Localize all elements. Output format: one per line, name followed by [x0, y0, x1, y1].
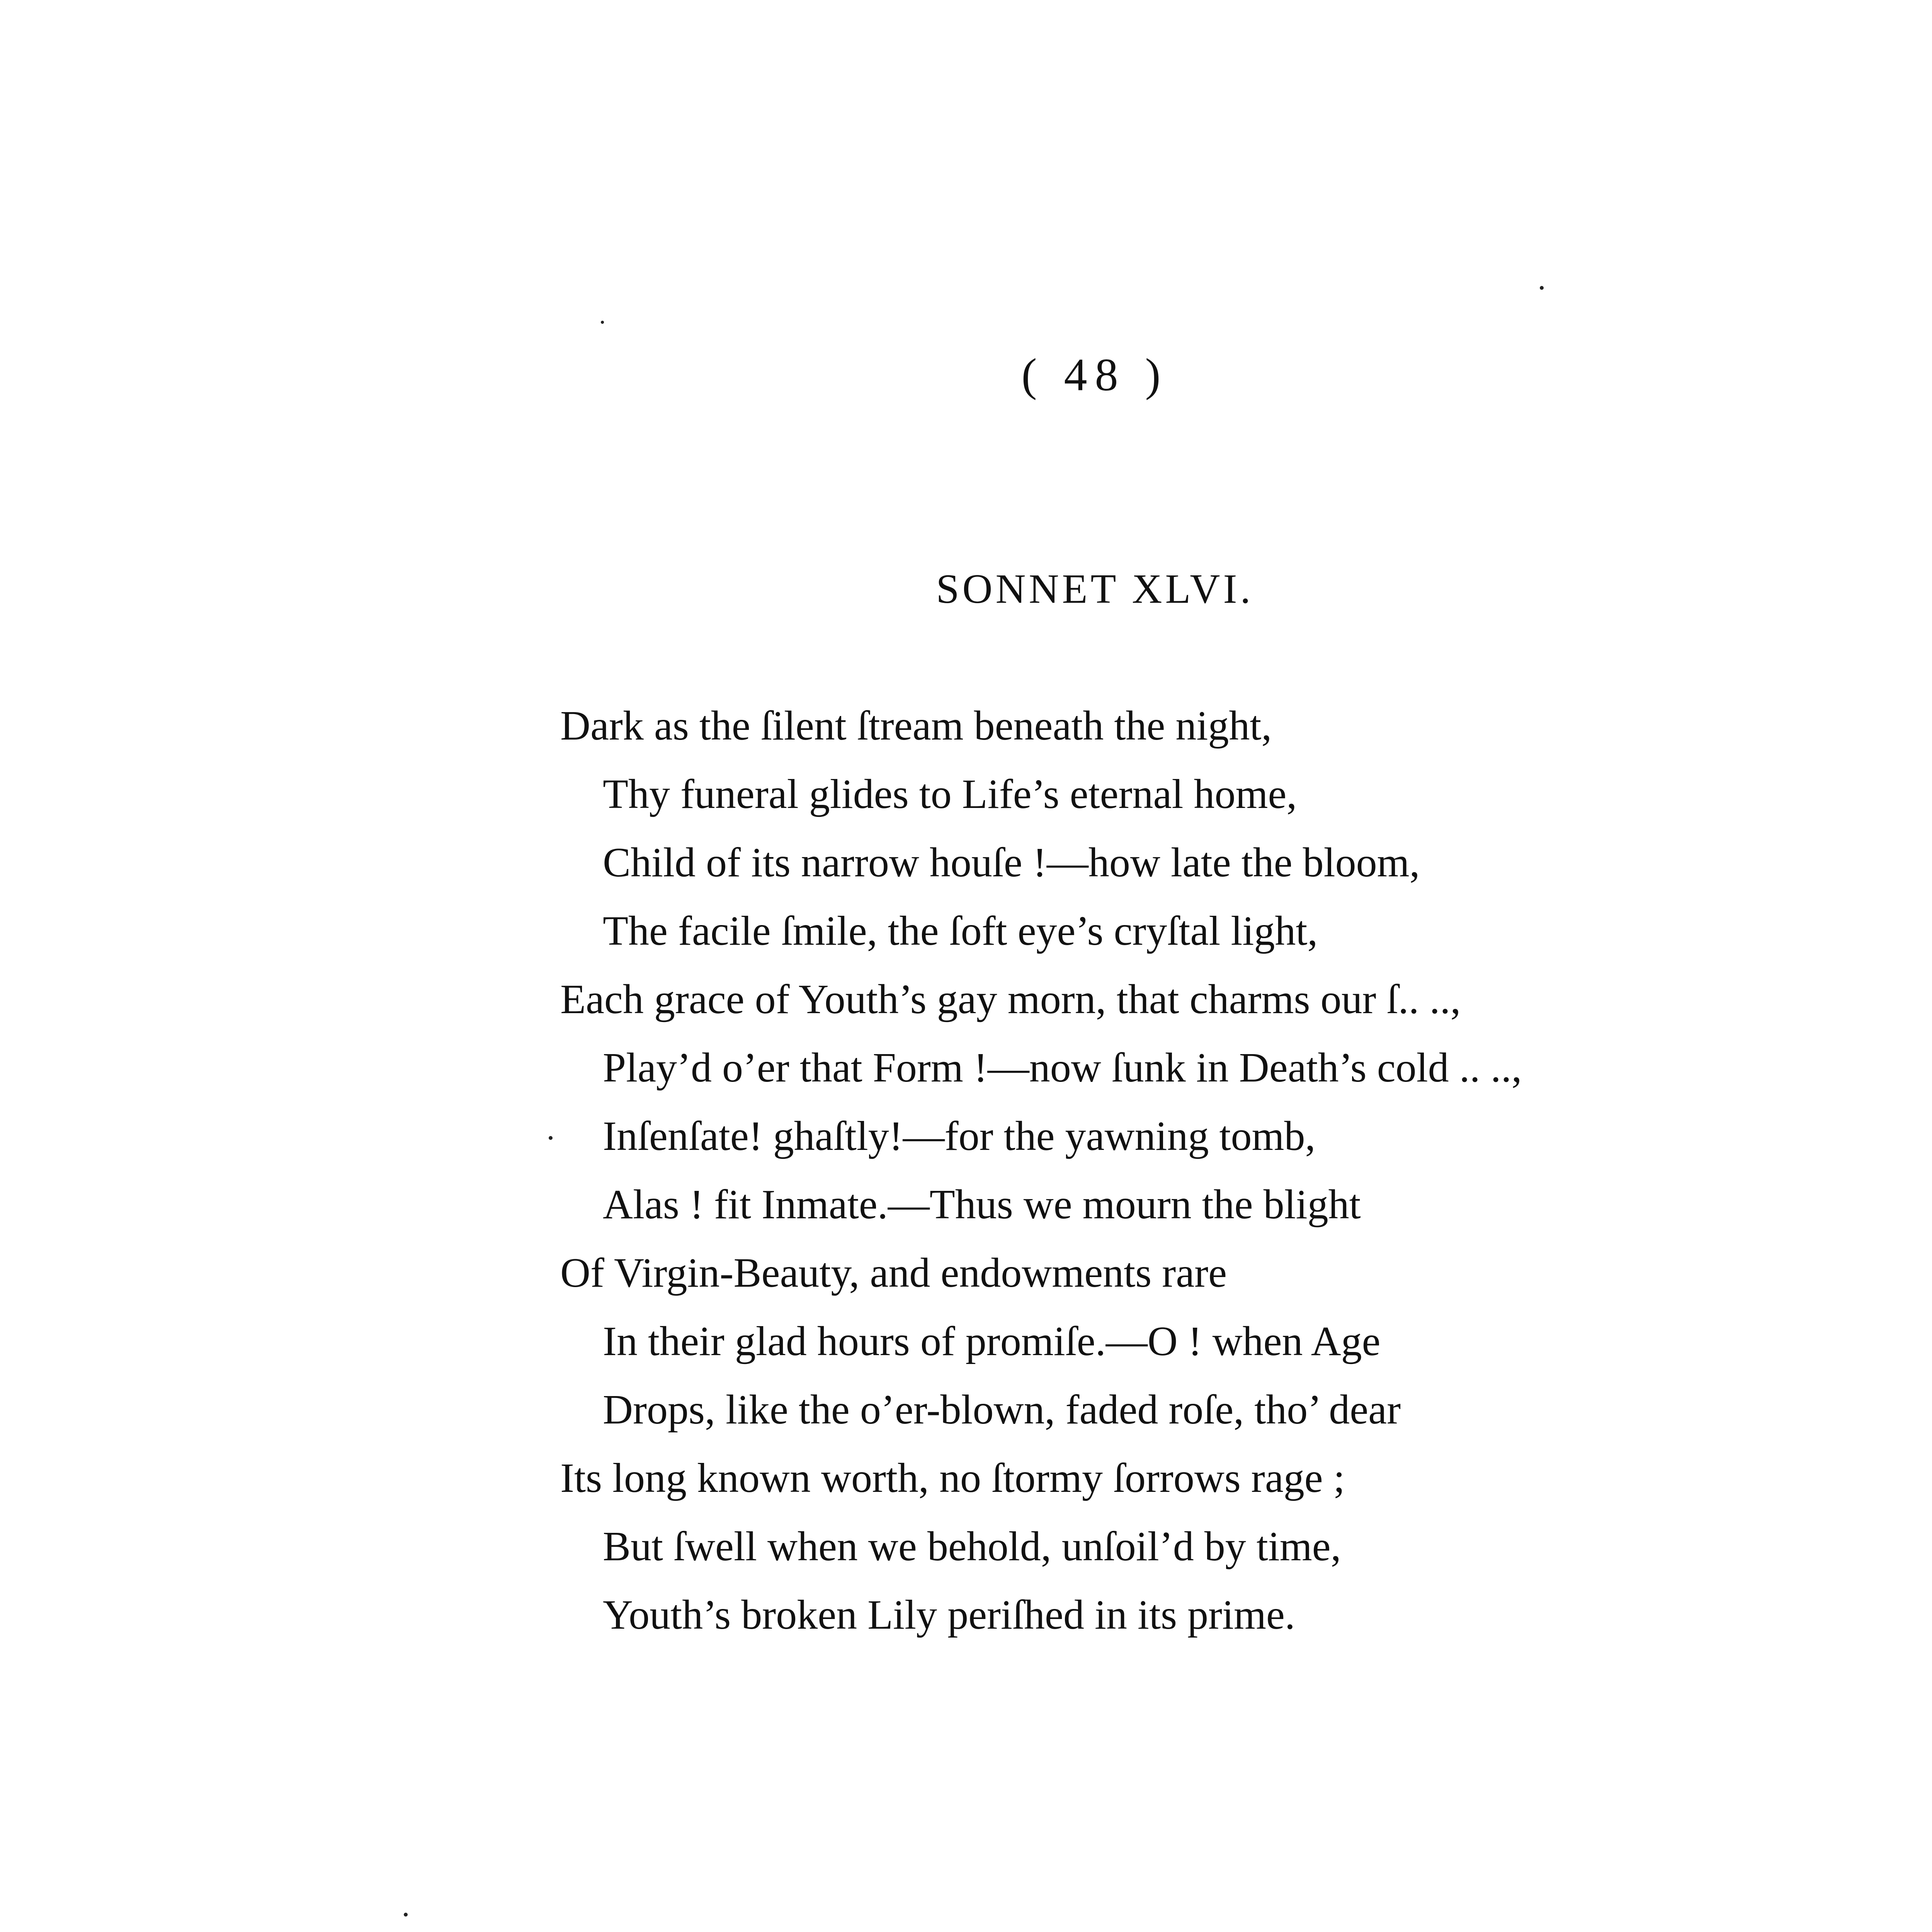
poem-line: Each grace of Youth’s gay morn, that charms our ſ.. ..,: [560, 976, 1461, 1022]
scan-speck: [1540, 286, 1544, 290]
poem-line: In their glad hours of promiſe.—O ! when Age: [603, 1318, 1381, 1364]
poem-line: Thy funeral glides to Life’s eternal home,: [603, 771, 1297, 817]
sonnet-title: SONNET XLVI.: [936, 566, 1254, 612]
poem-line: Dark as the ſilent ſtream beneath the night,: [560, 703, 1272, 749]
poem-line: The facile ſmile, the ſoft eye’s cryſtal light,: [603, 908, 1318, 954]
scan-speck: [549, 1136, 553, 1140]
poem-line: Youth’s broken Lily periſhed in its prime.: [603, 1592, 1295, 1638]
poem-line: Child of its narrow houſe !—how late the bloom,: [603, 840, 1420, 886]
poem-line: Its long known worth, no ſtormy ſorrows rage ;: [560, 1455, 1345, 1501]
poem-line: But ſwell when we behold, unſoil’d by time,: [603, 1524, 1341, 1570]
poem-line: Of Virgin-Beauty, and endowments rare: [560, 1250, 1227, 1296]
scan-speck: [404, 1913, 408, 1917]
poem-line: Alas ! fit Inmate.—Thus we mourn the blight: [603, 1182, 1361, 1228]
poem-body: [560, 692, 1835, 1649]
poem-line: Drops, like the o’er-blown, faded roſe, tho’ dear: [603, 1387, 1401, 1433]
page-number: ( 48 ): [1021, 349, 1168, 400]
poem-line: Play’d o’er that Form !—now ſunk in Death’s cold .. ..,: [603, 1045, 1522, 1091]
poem-line: Inſenſate! ghaſtly!—for the yawning tomb,: [603, 1113, 1316, 1159]
scan-speck: [601, 321, 604, 324]
